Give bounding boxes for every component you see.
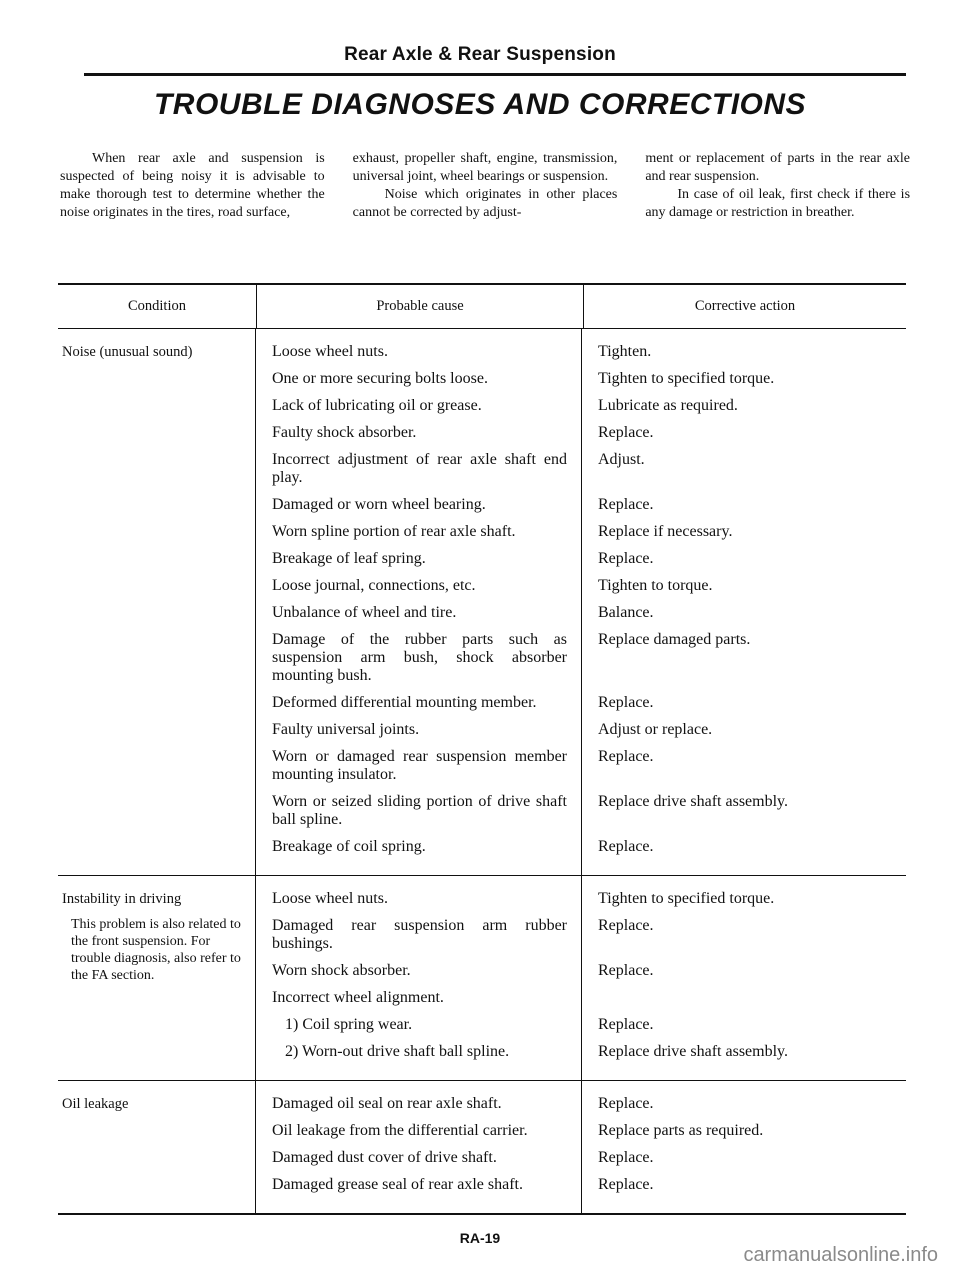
cause-item: Breakage of coil spring. bbox=[272, 838, 426, 855]
condition-title: Oil leakage bbox=[62, 1096, 129, 1112]
cause-item: One or more securing bolts loose. bbox=[272, 370, 488, 387]
cause-item: Faulty universal joints. bbox=[272, 721, 420, 738]
cause-item: Faulty shock absorber. bbox=[272, 424, 417, 441]
cause-item: 1) Coil spring wear. bbox=[285, 1016, 413, 1033]
action-item: Replace. bbox=[598, 1149, 654, 1166]
condition-note: This problem is also related to the front suspension. For trouble diagnosis, also refer to the FA section. bbox=[71, 917, 241, 983]
action-item: Replace. bbox=[598, 694, 654, 711]
action-item: Lubricate as required. bbox=[598, 397, 738, 414]
section-header: Rear Axle & Rear Suspension bbox=[344, 44, 616, 65]
cause-item: Lack of lubricating oil or grease. bbox=[272, 397, 482, 414]
header-probable-cause: Probable cause bbox=[257, 285, 584, 328]
intro-column-3 bbox=[645, 150, 910, 222]
cause-item: Worn or damaged rear suspension member mounting insulator. bbox=[272, 748, 567, 783]
action-item: Replace. bbox=[598, 496, 654, 513]
cause-cell bbox=[256, 329, 582, 875]
page-title: TROUBLE DIAGNOSES AND CORRECTIONS bbox=[153, 88, 807, 121]
cause-item: Damage of the rubber parts such as suspension arm bush, shock absorber mounting bush. bbox=[272, 631, 567, 684]
cause-item: Damaged rear suspension arm rubber bushings. bbox=[272, 917, 567, 952]
action-item: Replace parts as required. bbox=[598, 1122, 764, 1139]
condition-group bbox=[58, 329, 906, 876]
header-corrective-action: Corrective action bbox=[694, 298, 796, 314]
action-item bbox=[598, 989, 896, 1007]
cause-item: Damaged oil seal on rear axle shaft. bbox=[272, 1095, 502, 1112]
action-item: Replace. bbox=[598, 550, 654, 567]
action-item: Replace. bbox=[598, 962, 654, 979]
intro-paragraph: Noise which originates in other places cannot be corrected by adjust- bbox=[352, 187, 618, 220]
intro-text bbox=[60, 150, 910, 222]
cause-item: 2) Worn-out drive shaft ball spline. bbox=[285, 1043, 510, 1060]
action-cell bbox=[582, 876, 906, 1080]
action-item: Replace. bbox=[598, 748, 654, 765]
action-item: Tighten to specified torque. bbox=[598, 370, 775, 387]
action-item: Tighten to specified torque. bbox=[598, 890, 775, 907]
diagnosis-table bbox=[58, 283, 906, 1215]
condition-title: Noise (unusual sound) bbox=[62, 344, 193, 360]
intro-column-2 bbox=[353, 150, 618, 222]
cause-item: Breakage of leaf spring. bbox=[272, 550, 426, 567]
header-rule bbox=[84, 73, 906, 76]
cause-item: Damaged or worn wheel bearing. bbox=[272, 496, 486, 513]
cause-item: Worn shock absorber. bbox=[272, 962, 411, 979]
cause-item: Deformed differential mounting member. bbox=[272, 694, 537, 711]
action-item: Replace. bbox=[598, 838, 654, 855]
condition-group bbox=[58, 1081, 906, 1213]
cause-item: Loose journal, connections, etc. bbox=[272, 577, 476, 594]
watermark: carmanualsonline.info bbox=[743, 1244, 938, 1266]
intro-paragraph: When rear axle and suspension is suspected of being noisy it is advisable to make thorough test to determine whether the noise originates in the tires, road surface, bbox=[60, 151, 325, 220]
cause-item: Incorrect wheel alignment. bbox=[272, 989, 444, 1006]
action-item: Balance. bbox=[598, 604, 654, 621]
cause-cell bbox=[256, 876, 582, 1080]
condition-group bbox=[58, 876, 906, 1081]
action-item: Replace drive shaft assembly. bbox=[598, 1043, 789, 1060]
cause-item: Unbalance of wheel and tire. bbox=[272, 604, 457, 621]
action-item: Replace. bbox=[598, 424, 654, 441]
action-item: Tighten. bbox=[598, 343, 652, 360]
condition-title: Instability in driving bbox=[62, 891, 182, 907]
cause-item: Oil leakage from the differential carrier. bbox=[272, 1122, 528, 1139]
condition-cell bbox=[58, 876, 256, 1080]
cause-item: Damaged grease seal of rear axle shaft. bbox=[272, 1176, 523, 1193]
action-item: Replace if necessary. bbox=[598, 523, 733, 540]
table-header bbox=[58, 285, 906, 329]
action-item: Tighten to torque. bbox=[598, 577, 713, 594]
intro-paragraph: In case of oil leak, first check if there is any damage or restriction in breather. bbox=[645, 187, 911, 220]
action-cell bbox=[582, 329, 906, 875]
page-number: RA-19 bbox=[459, 1230, 501, 1246]
action-item: Replace. bbox=[598, 1095, 654, 1112]
action-item: Replace drive shaft assembly. bbox=[598, 793, 789, 810]
action-item: Adjust or replace. bbox=[598, 721, 713, 738]
condition-cell bbox=[58, 1081, 256, 1213]
action-item: Replace damaged parts. bbox=[598, 631, 751, 648]
condition-cell bbox=[58, 329, 256, 875]
header-condition: Condition bbox=[58, 285, 257, 328]
intro-paragraph: ment or replacement of parts in the rear axle and rear suspension. bbox=[645, 151, 911, 184]
cause-item: Loose wheel nuts. bbox=[272, 343, 388, 360]
intro-paragraph: exhaust, propeller shaft, engine, transmission, universal joint, wheel bearings or suspension. bbox=[352, 151, 618, 184]
action-item: Replace. bbox=[598, 1176, 654, 1193]
intro-column-1 bbox=[60, 150, 325, 222]
cause-item: Incorrect adjustment of rear axle shaft end play. bbox=[272, 451, 567, 486]
action-cell bbox=[582, 1081, 906, 1213]
cause-item: Worn or seized sliding portion of drive shaft ball spline. bbox=[272, 793, 567, 828]
action-item: Replace. bbox=[598, 917, 654, 934]
action-item: Replace. bbox=[598, 1016, 654, 1033]
action-item: Adjust. bbox=[598, 451, 645, 468]
cause-item: Loose wheel nuts. bbox=[272, 890, 388, 907]
cause-item: Worn spline portion of rear axle shaft. bbox=[272, 523, 516, 540]
cause-cell bbox=[256, 1081, 582, 1213]
cause-item: Damaged dust cover of drive shaft. bbox=[272, 1149, 497, 1166]
